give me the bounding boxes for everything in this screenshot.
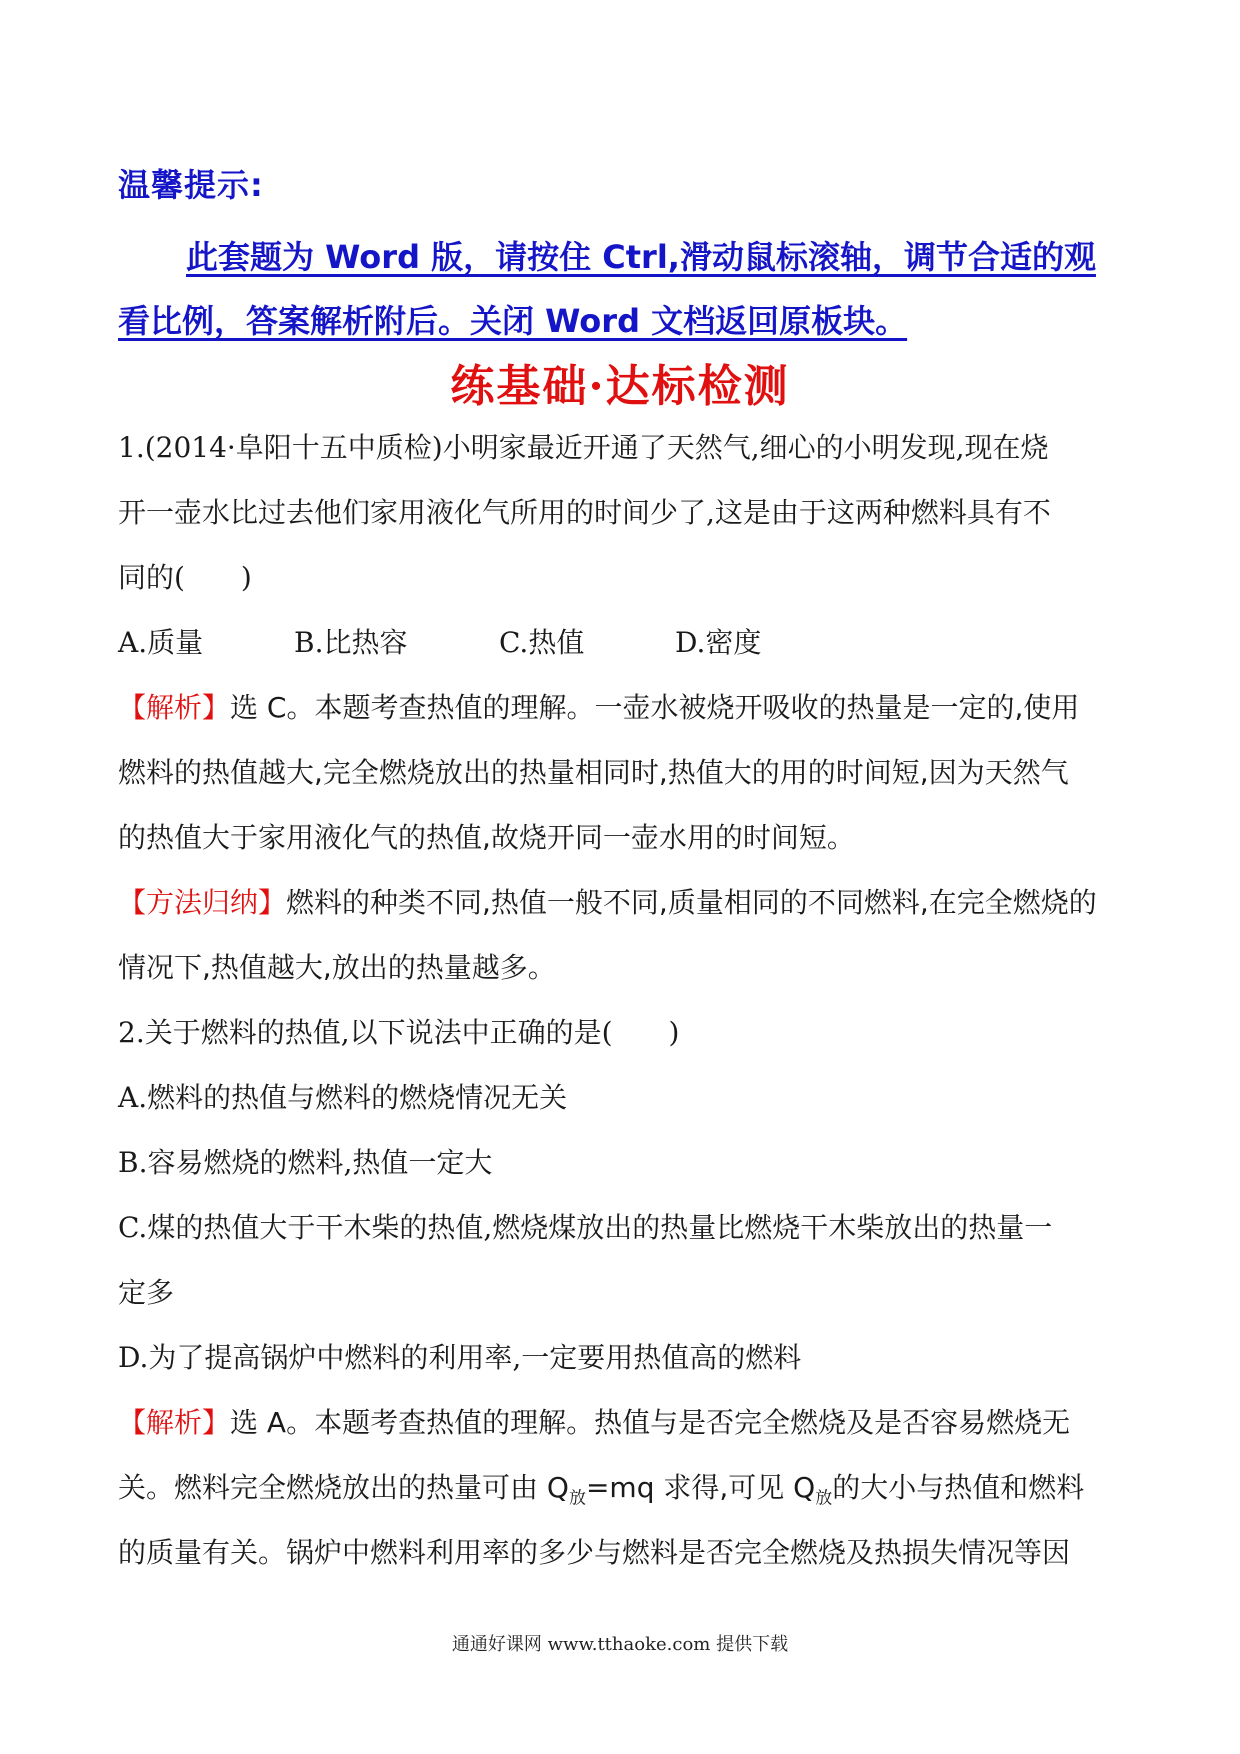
- notice-line-1: 此套题为 Word 版，请按住 Ctrl,滑动鼠标滚轴，调节合适的观: [186, 238, 1096, 276]
- q2-stem: 2.关于燃料的热值,以下说法中正确的是( ): [118, 1016, 680, 1049]
- notice-line-2: 看比例，答案解析附后。关闭 Word 文档返回原板块。: [118, 302, 908, 340]
- q1-analysis-line-2: 燃料的热值越大,完全燃烧放出的热量相同时,热值大的用的时间短,因为天然气: [118, 756, 1069, 789]
- q1-analysis-text-1: 选 C。本题考查热值的理解。一壶水被烧开吸收的热量是一定的,使用: [230, 691, 1080, 724]
- q2-analysis-text-1: 选 A。本题考查热值的理解。热值与是否完全燃烧及是否容易燃烧无: [230, 1406, 1071, 1439]
- q2-analysis-line-1: [118, 1390, 1128, 1455]
- q1-option-a: A.质量: [118, 626, 204, 659]
- q1-options: [118, 610, 1128, 675]
- q2-option-c-line-2: 定多: [118, 1276, 175, 1309]
- q1-option-c: C.热值: [499, 626, 585, 659]
- q2-option-a: A.燃料的热值与燃料的燃烧情况无关: [118, 1081, 568, 1114]
- q1-line-2: 开一壶水比过去他们家用液化气所用的时间少了,这是由于这两种燃料具有不: [118, 496, 1051, 529]
- q2-option-c-line-1: C.煤的热值大于干木柴的热值,燃烧煤放出的热量比燃烧干木柴放出的热量一: [118, 1211, 1053, 1244]
- q1-option-b: B.比热容: [294, 626, 408, 659]
- analysis-tag: 【解析】: [118, 691, 231, 724]
- subscript-fang: 放: [815, 1488, 833, 1509]
- q2-analysis-text-2b: =mq 求得,可见 Q: [585, 1471, 816, 1504]
- q1-line-1: 1.(2014·阜阳十五中质检)小明家最近开通了天然气,细心的小明发现,现在烧: [118, 431, 1049, 464]
- q2-analysis-line-2: [118, 1455, 1128, 1520]
- q2-analysis-text-2a: 关。燃料完全燃烧放出的热量可由 Q: [118, 1471, 569, 1504]
- q2-analysis-text-2c: 的大小与热值和燃料: [832, 1471, 1085, 1504]
- content: [118, 415, 1128, 1585]
- q2-option-b: B.容易燃烧的燃料,热值一定大: [118, 1146, 493, 1179]
- q2-option-d: D.为了提高锅炉中燃料的利用率,一定要用热值高的燃料: [118, 1341, 802, 1374]
- notice-body: [118, 225, 1128, 353]
- q1-option-d: D.密度: [675, 626, 762, 659]
- analysis-tag: 【解析】: [118, 1406, 231, 1439]
- q1-analysis-line-3: 的热值大于家用液化气的热值,故烧开同一壶水用的时间短。: [118, 821, 855, 854]
- subscript-fang: 放: [568, 1488, 586, 1509]
- q1-line-3: 同的( ): [118, 561, 252, 594]
- q1-method-text-1: 燃料的种类不同,热值一般不同,质量相同的不同燃料,在完全燃烧的: [286, 886, 1097, 919]
- section-title: 练基础·达标检测: [450, 361, 790, 412]
- q1-method-line-2: 情况下,热值越大,放出的热量越多。: [118, 951, 556, 984]
- page-footer: 通通好课网 www.tthaoke.com 提供下载: [451, 1634, 789, 1655]
- method-tag: 【方法归纳】: [118, 886, 287, 919]
- q1-method-line-1: [118, 870, 1128, 935]
- q1-analysis-line-1: [118, 675, 1128, 740]
- q2-analysis-line-3: 的质量有关。锅炉中燃料利用率的多少与燃料是否完全燃烧及热损失情况等因: [118, 1536, 1071, 1569]
- notice-title: 温馨提示:: [118, 166, 264, 204]
